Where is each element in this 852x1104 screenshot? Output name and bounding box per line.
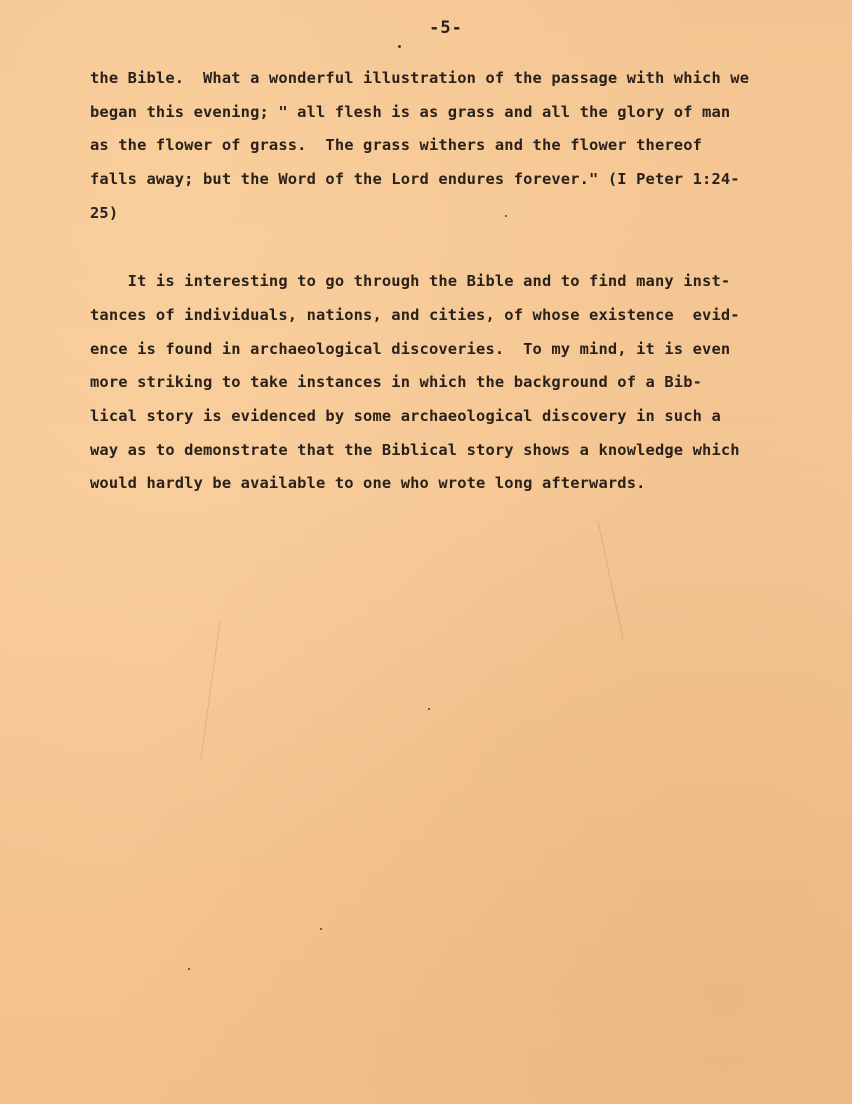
paper-speck (188, 968, 190, 970)
paper-speck (505, 215, 507, 217)
text-line: way as to demonstrate that the Biblical story shows a knowledge which (90, 441, 740, 459)
text-line: It is interesting to go through the Bible and to find many inst- (90, 272, 731, 290)
text-line: ence is found in archaeological discoveries. To my mind, it is even (90, 340, 731, 358)
text-line: lical story is evidenced by some archaeological discovery in such a (90, 407, 721, 425)
paper-speck (428, 708, 430, 710)
text-line: began this evening; " all flesh is as grass and all the glory of man (90, 103, 731, 121)
text-line: as the flower of grass. The grass withers and the flower thereof (90, 136, 703, 154)
text-line: 25) (90, 204, 119, 222)
text-line: falls away; but the Word of the Lord endures forever." (I Peter 1:24- (90, 170, 740, 188)
text-line: tances of individuals, nations, and cities, of whose existence evid- (90, 306, 740, 324)
paper-crease (598, 521, 624, 639)
paper-speck (398, 45, 401, 48)
paper-crease (200, 621, 220, 760)
text-line: more striking to take instances in which the background of a Bib- (90, 373, 703, 391)
page-number: -5- (429, 18, 463, 38)
text-line: would hardly be available to one who wrote long afterwards. (90, 474, 646, 492)
paper-speck (320, 928, 322, 930)
text-line: the Bible. What a wonderful illustration of the passage with which we (90, 69, 750, 87)
